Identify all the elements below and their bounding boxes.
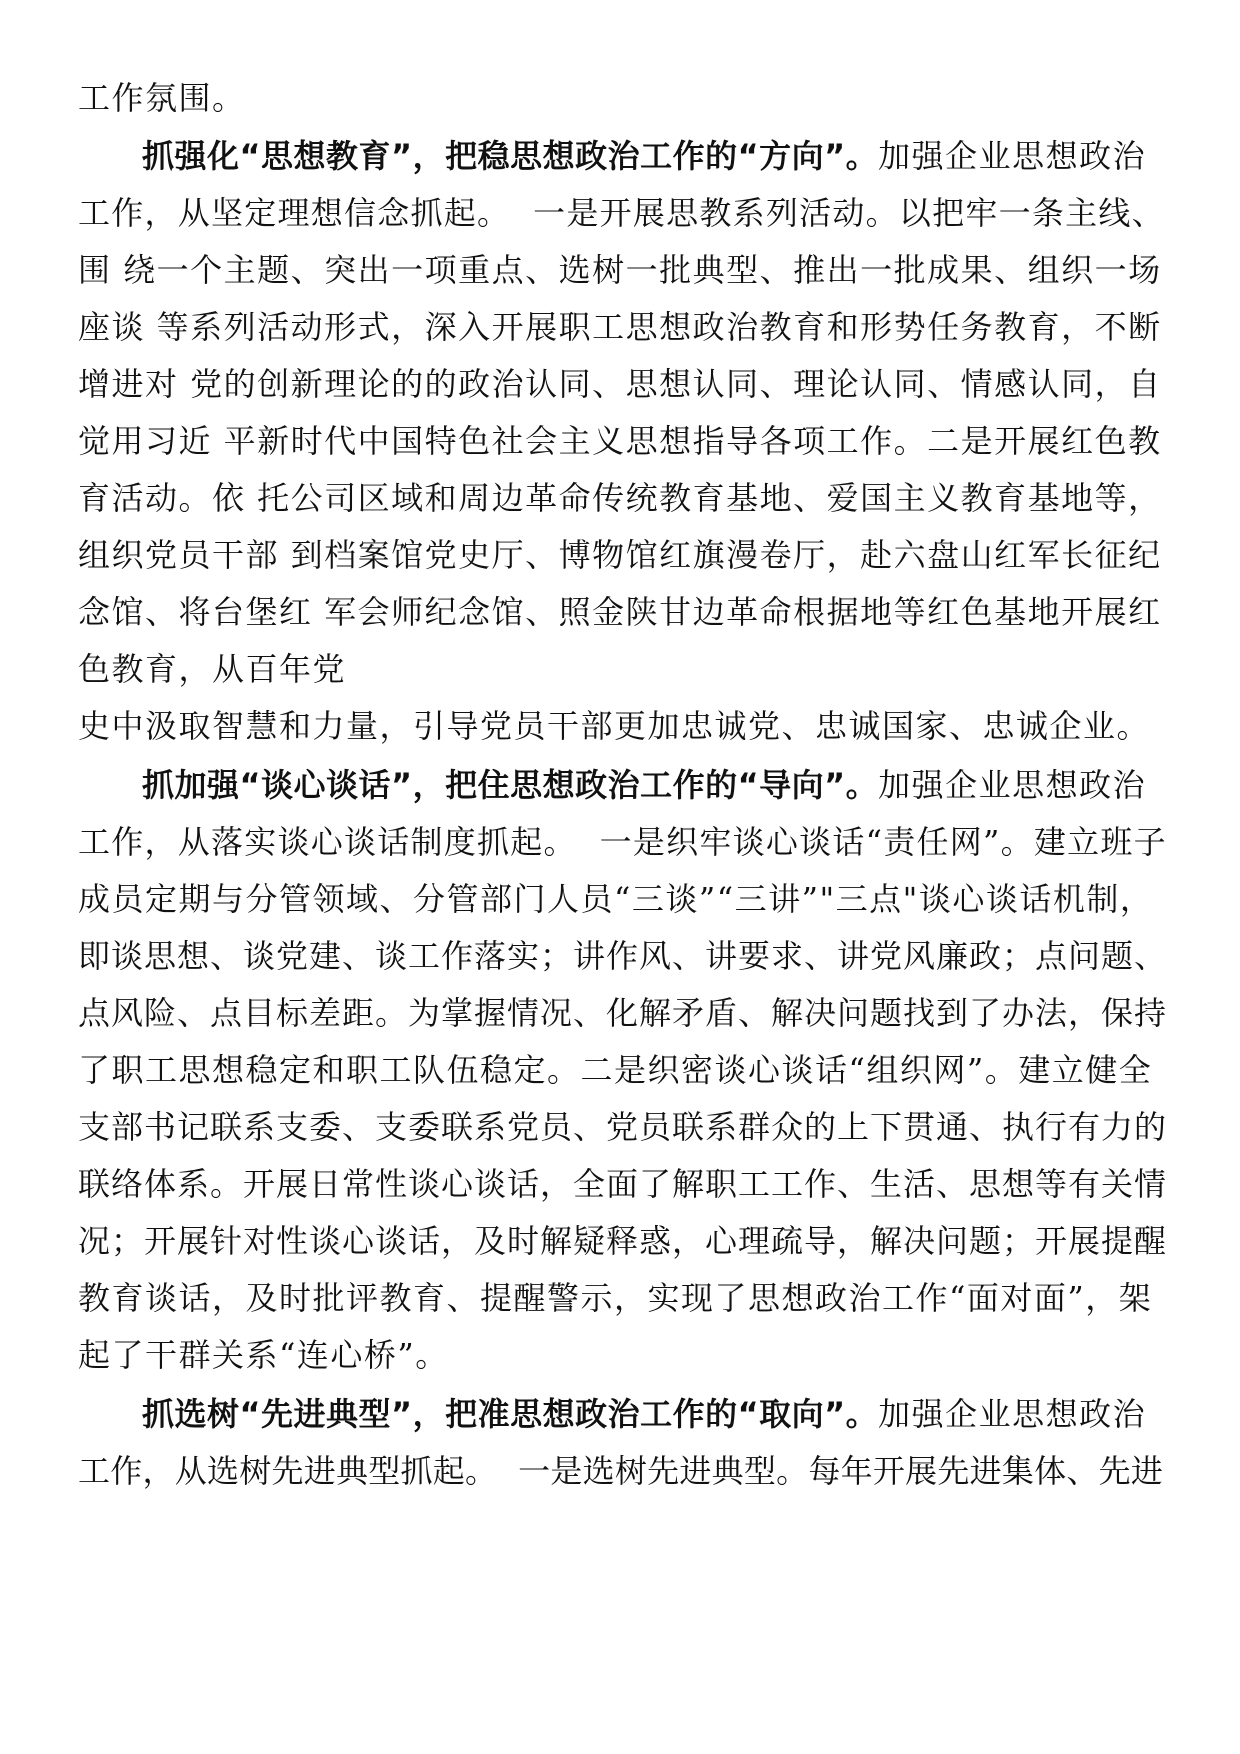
paragraph-line: 史中汲取智慧和力量，引导党员干部更加忠诚党、忠诚国家、忠诚企业。 <box>78 707 1151 745</box>
paragraph-heading: 抓选树“先进典型”，把准思想政治工作的“取向”。 <box>142 1395 879 1433</box>
paragraph-line: 色教育，从百年党 <box>78 650 347 688</box>
paragraph-text: 加强企业思想政治 <box>878 1395 1147 1433</box>
paragraph-first-line <box>142 1394 1168 1434</box>
paragraph-line: 工作，从选树先进典型抓起。 一是选树先进典型。每年开展先进集体、先进 <box>78 1452 1164 1490</box>
paragraph-line: 成员定期与分管领域、分管部门人员“三谈”“三讲”"三点"谈心谈话机制， <box>78 880 1154 918</box>
paragraph-line: 组织党员干部 到档案馆党史厅、博物馆红旗漫卷厅，赴六盘山红军长征纪 <box>78 536 1162 574</box>
paragraph-line: 围 绕一个主题、突出一项重点、选树一批典型、推出一批成果、组织一场 <box>78 251 1162 289</box>
paragraph-line: 工作，从坚定理想信念抓起。 一是开展思教系列活动。以把牢一条主线、 <box>78 194 1165 232</box>
paragraph-line: 联络体系。开展日常性谈心谈话，全面了解职工工作、生活、思想等有关情 <box>78 1165 1168 1203</box>
paragraph-line: 点风险、点目标差距。为掌握情况、化解矛盾、解决问题找到了办法，保持 <box>78 994 1168 1032</box>
paragraph-line: 工作，从落实谈心谈话制度抓起。 一是织牢谈心谈话“责任网”。建立班子 <box>78 823 1167 861</box>
paragraph-line: 起了干群关系“连心桥”。 <box>78 1336 449 1374</box>
paragraph-line: 育活动。依 托公司区域和周边革命传统教育基地、爱国主义教育基地等， <box>78 479 1162 517</box>
paragraph-line: 即谈思想、谈党建、谈工作落实；讲作风、讲要求、讲党风廉政；点问题、 <box>78 937 1168 975</box>
paragraph-text: 加强企业思想政治 <box>878 766 1147 804</box>
paragraph-line: 支部书记联系支委、支委联系党员、党员联系群众的上下贯通、执行有力的 <box>78 1108 1168 1146</box>
paragraph-line: 觉用习近 平新时代中国特色社会主义思想指导各项工作。二是开展红色教 <box>78 422 1162 460</box>
paragraph-line: 了职工思想稳定和职工队伍稳定。二是织密谈心谈话“组织网”。建立健全 <box>78 1051 1153 1089</box>
paragraph-line: 况；开展针对性谈心谈话，及时解疑释惑，心理疏导，解决问题；开展提醒 <box>78 1222 1168 1260</box>
paragraph-first-line <box>142 765 1168 805</box>
paragraph-line: 念馆、将台堡红 军会师纪念馆、照金陕甘边革命根据地等红色基地开展红 <box>78 593 1162 631</box>
paragraph-line: 工作氛围。 <box>78 79 246 117</box>
paragraph-line: 教育谈话，及时批评教育、提醒警示，实现了思想政治工作“面对面”，架 <box>78 1279 1153 1317</box>
paragraph-line: 座谈 等系列活动形式，深入开展职工思想政治教育和形势任务教育，不断 <box>78 308 1162 346</box>
paragraph-heading: 抓强化“思想教育”，把稳思想政治工作的“方向”。 <box>142 137 879 175</box>
paragraph-text: 加强企业思想政治 <box>878 137 1147 175</box>
paragraph-heading: 抓加强“谈心谈话”，把住思想政治工作的“导向”。 <box>142 766 879 804</box>
paragraph-line: 增进对 党的创新理论的的政治认同、思想认同、理论认同、情感认同，自 <box>78 365 1162 403</box>
paragraph-first-line <box>142 136 1168 176</box>
